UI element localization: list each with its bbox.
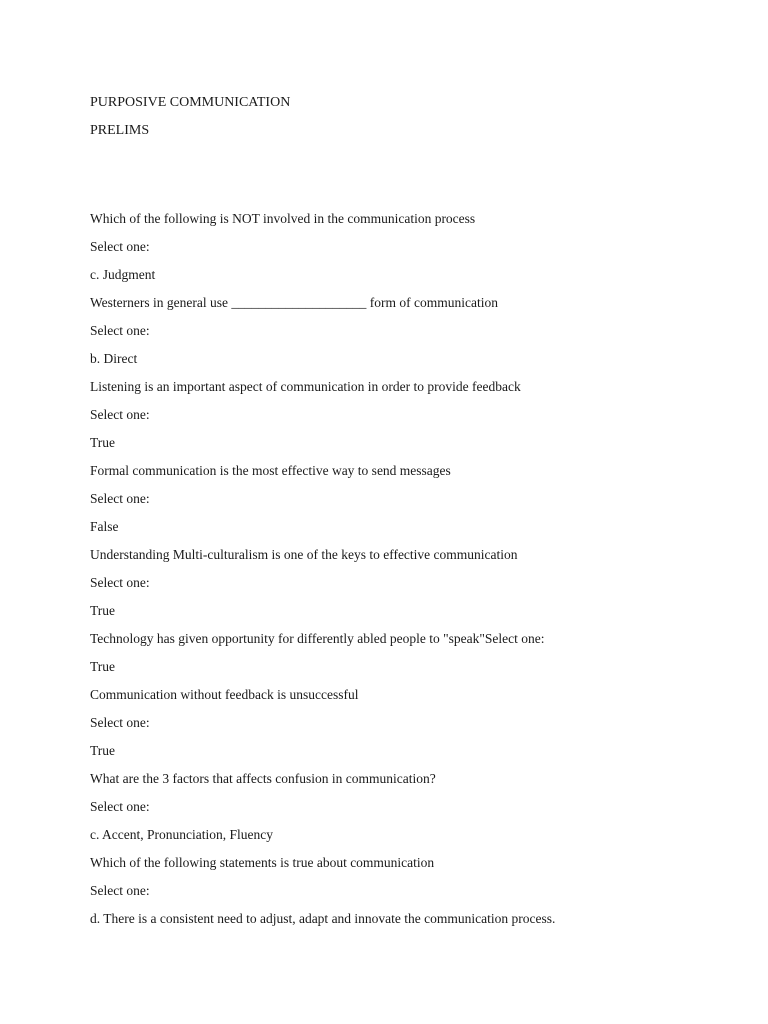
select-one-prompt: Select one: [90,799,150,814]
answer-text: True [90,603,116,618]
select-one-prompt: Select one: [90,407,150,422]
answer-text: True [90,743,116,758]
answer-text: True [90,435,116,450]
answer-text: True [90,659,116,674]
answer-text: d. There is a consistent need to adjust, adapt and innovate the communication process. [90,911,556,926]
answer-text: False [90,519,119,534]
question-text: Technology has given opportunity for differently abled people to "speak"Select one: [90,631,545,646]
select-one-prompt: Select one: [90,239,150,254]
answer-text: c. Judgment [90,267,156,282]
select-one-prompt: Select one: [90,491,150,506]
question-text: Westerners in general use ____________________ form of communication [90,295,498,310]
answer-text: c. Accent, Pronunciation, Fluency [90,827,273,842]
select-one-prompt: Select one: [90,323,150,338]
question-text: Formal communication is the most effective way to send messages [90,463,451,478]
question-text: Communication without feedback is unsuccessful [90,687,359,702]
document-subtitle: PRELIMS [90,123,150,138]
document-title: PURPOSIVE COMMUNICATION [90,95,291,110]
question-text: Which of the following is NOT involved in the communication process [90,211,476,226]
select-one-prompt: Select one: [90,883,150,898]
select-one-prompt: Select one: [90,715,150,730]
question-text: Listening is an important aspect of communication in order to provide feedback [90,379,521,394]
select-one-prompt: Select one: [90,575,150,590]
question-text: What are the 3 factors that affects confusion in communication? [90,771,436,786]
answer-text: b. Direct [90,351,138,366]
question-text: Understanding Multi-culturalism is one of the keys to effective communication [90,547,518,562]
question-text: Which of the following statements is true about communication [90,855,435,870]
